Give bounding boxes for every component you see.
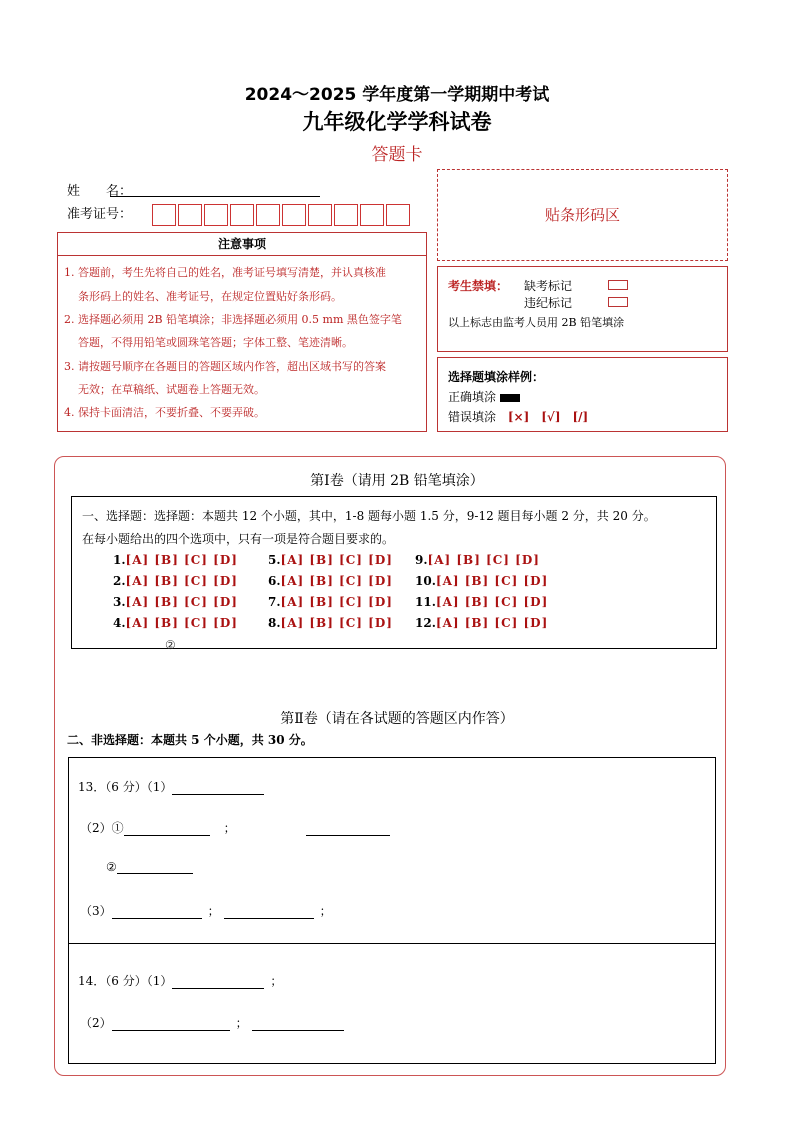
q13-3b-blank[interactable] <box>224 906 314 919</box>
q13-head: 13．（6 分）（1） <box>78 780 173 794</box>
absent-label: 缺考标记 <box>524 279 573 293</box>
choice-number: 12. <box>415 616 436 630</box>
choice-number: 6. <box>268 574 281 588</box>
choice-q11[interactable] <box>415 595 548 609</box>
q14-2a-blank[interactable] <box>112 1018 230 1031</box>
q14-box <box>68 943 716 1064</box>
choice-number: 3. <box>113 595 126 609</box>
choice-number: 2. <box>113 574 126 588</box>
wrong-fill-marks: [×] [√] [/] <box>507 410 589 424</box>
q13-2-2-blank[interactable] <box>117 861 193 874</box>
choice-q2[interactable] <box>113 574 238 588</box>
q14-semicolon: ； <box>270 974 283 988</box>
violation-mark-box[interactable] <box>608 297 628 307</box>
choice-q3[interactable] <box>113 595 238 609</box>
part1-desc2: 在每小题给出的四个选项中，只有一项是符合题目要求的。 <box>82 532 395 546</box>
notice-box <box>57 232 427 432</box>
choice-number: 11. <box>415 595 436 609</box>
q13-circle2: ② <box>106 860 117 874</box>
q13-2-1-blank[interactable] <box>124 823 210 836</box>
q13-semicolon: ； <box>207 904 220 918</box>
choice-q6[interactable] <box>268 574 393 588</box>
exam-title: 2024～2025 学年度第一学期期中考试 <box>244 85 550 105</box>
exam-id-label: 准考证号： <box>67 207 133 222</box>
forbidden-note: 以上标志由监考人员用 2B 铅笔填涂 <box>448 316 625 329</box>
q13-row2 <box>80 819 390 836</box>
q14-row2 <box>80 1014 344 1031</box>
q13-p2: （2）① <box>80 821 124 835</box>
part2-desc: 二、非选择题：本题共 5 个小题，共 30 分。 <box>67 733 313 747</box>
choice-options[interactable]: [A] [B] [C] [D] <box>427 553 540 567</box>
forbidden-label: 考生禁填： <box>448 279 509 293</box>
choice-options[interactable]: [A] [B] [C] [D] <box>280 553 393 567</box>
q13-2-1b-blank[interactable] <box>306 823 390 836</box>
choice-number: 9. <box>415 553 428 567</box>
choice-q12[interactable] <box>415 616 548 630</box>
choice-options[interactable]: [A] [B] [C] [D] <box>280 616 393 630</box>
id-digit-box[interactable] <box>178 204 202 226</box>
id-digit-box[interactable] <box>334 204 358 226</box>
notice-line: 条形码上的姓名、准考证号，在规定位置贴好条形码。 <box>78 290 342 303</box>
choice-options[interactable]: [A] [B] [C] [D] <box>125 553 238 567</box>
filled-block-icon <box>500 394 520 402</box>
q14-p2: （2） <box>80 1016 112 1030</box>
forbidden-box <box>437 266 728 352</box>
choice-q10[interactable] <box>415 574 548 588</box>
choice-q7[interactable] <box>268 595 393 609</box>
correct-fill-text: 正确填涂 <box>448 390 497 404</box>
id-digit-box[interactable] <box>204 204 228 226</box>
choice-options[interactable]: [A] [B] [C] [D] <box>125 595 238 609</box>
notice-heading: 注意事项 <box>58 233 426 256</box>
choice-q9[interactable] <box>415 553 540 567</box>
id-digit-box[interactable] <box>256 204 280 226</box>
choice-options[interactable]: [A] [B] [C] [D] <box>280 574 393 588</box>
choice-options[interactable]: [A] [B] [C] [D] <box>125 574 238 588</box>
q13-3a-blank[interactable] <box>112 906 202 919</box>
choice-options[interactable]: [A] [B] [C] [D] <box>280 595 393 609</box>
part2-title: 第Ⅱ卷（请在各试题的答题区内作答） <box>280 711 514 727</box>
q14-head: 14．（6 分）（1） <box>78 974 173 988</box>
id-digit-box[interactable] <box>386 204 410 226</box>
choice-number: 1. <box>113 553 126 567</box>
choice-number: 7. <box>268 595 281 609</box>
q14-semicolon: ； <box>235 1016 248 1030</box>
fill-sample-title: 选择题填涂样例： <box>448 370 545 384</box>
q13-p3: （3） <box>80 904 112 918</box>
notice-line: 3. 请按题号顺序在各题目的答题区域内作答，超出区域书写的答案 <box>64 360 386 373</box>
q14-1-blank[interactable] <box>172 976 264 989</box>
notice-line: 1. 答题前，考生先将自己的姓名，准考证号填写清楚，并认真核准 <box>64 266 386 279</box>
id-digit-box[interactable] <box>360 204 384 226</box>
fill-sample-box <box>437 357 728 432</box>
choice-number: 4. <box>113 616 126 630</box>
notice-line: 答题，不得用铅笔或圆珠笔答题；字体工整、笔迹清晰。 <box>78 336 353 349</box>
q13-row4 <box>80 902 332 919</box>
choice-q4[interactable] <box>113 616 238 630</box>
barcode-label: 贴条形码区 <box>544 206 620 224</box>
id-digit-box[interactable] <box>282 204 306 226</box>
id-digit-box[interactable] <box>230 204 254 226</box>
choice-options[interactable]: [A] [B] [C] [D] <box>435 595 549 609</box>
choice-options[interactable]: [A] [B] [C] [D] <box>435 574 549 588</box>
id-digit-box[interactable] <box>152 204 176 226</box>
q13-semicolon: ； <box>223 821 236 835</box>
notice-line: 2. 选择题必须用 2B 铅笔填涂；非选择题必须用 0.5 mm 黑色签字笔 <box>64 313 402 326</box>
name-label: 姓 名： <box>67 184 133 199</box>
choice-options[interactable]: [A] [B] [C] [D] <box>435 616 549 630</box>
name-field[interactable] <box>110 180 320 197</box>
correct-fill-label <box>448 388 520 405</box>
choice-q1[interactable] <box>113 553 238 567</box>
wrong-fill-text: 错误填涂 <box>448 410 497 424</box>
part1-title: 第Ⅰ卷（请用 2B 铅笔填涂） <box>310 473 484 489</box>
q13-1-blank[interactable] <box>172 782 264 795</box>
stray-circle-mark: ② <box>165 638 176 652</box>
q13-semicolon: ； <box>319 904 332 918</box>
choice-q5[interactable] <box>268 553 393 567</box>
choice-number: 10. <box>415 574 436 588</box>
notice-line: 无效；在草稿纸、试题卷上答题无效。 <box>78 383 265 396</box>
q13-row1 <box>78 778 264 795</box>
violation-label: 违纪标记 <box>524 296 573 310</box>
q14-row1 <box>78 972 282 989</box>
notice-line: 4. 保持卡面清洁，不要折叠、不要弄破。 <box>64 406 265 419</box>
part1-desc1: 一、选择题：选择题：本题共 12 个小题，其中，1-8 题每小题 1.5 分，9-12 题目每小题 2 分，共 20 分。 <box>82 509 656 523</box>
wrong-fill-label <box>448 408 588 425</box>
choice-q8[interactable] <box>268 616 393 630</box>
id-digit-box[interactable] <box>308 204 332 226</box>
q13-row3 <box>106 860 193 874</box>
answer-card-label: 答题卡 <box>371 145 423 165</box>
barcode-area <box>437 169 728 261</box>
q14-2b-blank[interactable] <box>252 1018 344 1031</box>
choice-number: 5. <box>268 553 281 567</box>
choice-options[interactable]: [A] [B] [C] [D] <box>125 616 238 630</box>
absent-mark-box[interactable] <box>608 280 628 290</box>
exam-subtitle: 九年级化学学科试卷 <box>302 110 492 134</box>
choice-number: 8. <box>268 616 281 630</box>
